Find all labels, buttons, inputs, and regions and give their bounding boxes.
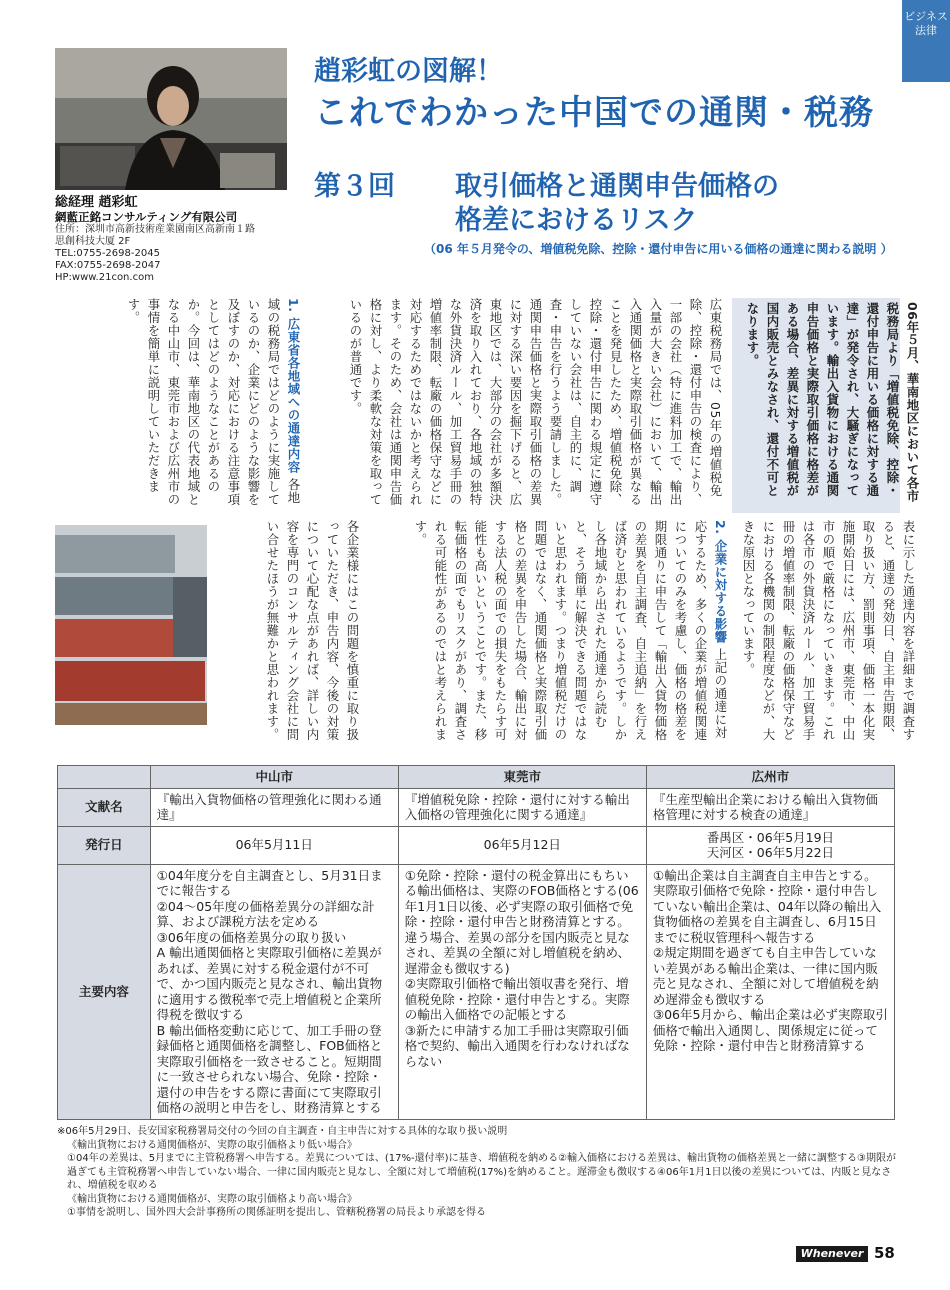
document-guangzhou: 『生産型輸出企業における輸出入貨物価格管理に対する検査の通達』 — [646, 788, 894, 826]
column-header-zhongshan: 中山市 — [150, 766, 398, 789]
table-header-row — [58, 766, 895, 789]
table-corner-cell — [58, 766, 151, 789]
author-fax: FAX:0755-2698-2047 — [55, 260, 161, 271]
table-row-date — [58, 826, 895, 864]
series-title: 趙彩虹の図解！ — [314, 56, 503, 87]
author-tel: TEL:0755-2698-2045 — [55, 248, 160, 259]
list-item: ③新たに申請する加工手冊は実際取引価格で契約、輸出入通関を行わなければならない — [404, 1022, 630, 1069]
content-guangzhou — [646, 864, 894, 1119]
body-paragraph-5: 各企業様にはこの問題を慎重に取り扱っていただき、申告内容、今後の対策について心配な点があれば、詳しい内容を専門のコンサルティング会社に問い合せたほうが無難かと思われます。 — [265, 520, 360, 741]
episode-number: 第３回 — [314, 171, 395, 202]
list-item: ②04～05年度の価格差異分の詳細な計算、および課税方法を定める — [156, 898, 375, 929]
list-item: ①04年度分を自主調査とし、5月31日までに報告する — [156, 867, 383, 898]
body-paragraph-2: 各地域の税務局ではどのように実施しているのか、企業にどのような影響を及ぼすのか、対応における注意事項としてはどのようなことがあるのか。今回は、華南地区の代表地域となる中山市、東莞市および広州市の事情を簡単に説明していただきます。 — [126, 298, 301, 506]
notice-comparison-table — [57, 765, 895, 1120]
list-item: A 輸出通関価格と実際取引価格に差異があれば、差異に対する税金還付が不可で、かつ国内販売と見なされ、輸出貨物に適用する徴税率で売上増値税と企業所得税を徴収する — [156, 945, 383, 1022]
date-dongguan: 06年5月12日 — [398, 826, 646, 864]
body-section-2 — [368, 520, 730, 750]
author-company: 網藍正銘コンサルティング有限公司 — [55, 210, 238, 224]
author-name: 総経理 趙彩虹 — [55, 195, 138, 210]
date-guangzhou-tianhe: 天河区・06年5月22日 — [706, 845, 835, 860]
section-heading-1: 1. 広東省各地域への通達内容 — [286, 298, 301, 474]
body-paragraph-1: 広東税務局では、05年の増値税免除、控除・還付申告の検査により、一部の会社（特に進料加工で、輸出入量が大きい会社）において、輸出入通関価格と実際取引価格が異なることを発見したため、増値税免除、控除・還付申告に関わる規定に遵守していない会社は、自主的に、調査・申告を行うよう要請しました。通関申告価格と実際取引価格の差異に対する深い要因を掘下げると、広東地区では、大部分の会社が多額決済を取り入れており、各地域の独特な外貨決済ルール、加工貿易手冊の増値率制限、転廠の価格保守などに対応するためではないかと考えられます。そのため、会社は通関申告価格に対し、より柔軟な対策を取っているのが普通です。 — [348, 298, 723, 506]
list-item: ③06年5月から、輸出企業は必ず実際取引価格で輸出入通関し、関係規定に従って免除・控除・還付申告と財務清算する — [652, 1007, 888, 1053]
list-item: ①輸出企業は自主調査自主申告とする。実際取引価格で免除・控除・還付申告していない輸出企業は、04年以降の輸出入貨物価格の差異を自主調査し、6月15日までに税収管理科へ報告する — [652, 867, 882, 945]
list-item: B 輸出価格変動に応じて、加工手冊の登録価格と通関価格を調整し、FOB価格と実際取引価格を一致させること。短期間に一致させられない場合、免除・控除・還付の申告をする際に書面にて実際取引価格の説明と申告をし、財務清算とする — [156, 1022, 383, 1115]
author-address-2: 思創科技大厦 2F — [55, 236, 131, 247]
date-guangzhou — [646, 826, 894, 864]
content-zhongshan — [150, 864, 398, 1119]
magazine-logo: Whenever — [796, 1246, 868, 1262]
main-title: これでわかった中国での通関・税務 — [314, 93, 874, 133]
date-guangzhou-panyu: 番禺区・06年5月19日 — [706, 829, 835, 845]
body-paragraph-4: 上記の通達に対応するため、多くの企業が増値税関連についてのみを考慮し、価格の格差を期限通りに申告して「輸出入貨物価格の差異を自主調査、自主追納」を行えば済むと思われているようです。しかし各地域から出された通達から読むと、そう簡単に解決できる問題ではないと思われます。つまり増値税だけの問題ではなく、通関価格と実際取引価格との差異を申告した場合、輸出に対する法人税の面での損失をもたらす可能性も高いということです。また、移転価格の面でもリスクがあり、調査される可能性があるのではと考えられます。 — [413, 520, 728, 741]
date-zhongshan: 06年5月11日 — [150, 826, 398, 864]
list-item: ②実際取引価格で輸出領収書を発行、増値税免除・控除・還付申告とする。実際の輸出入価格での記帳とする — [404, 976, 630, 1022]
page-number: 58 — [874, 1244, 895, 1262]
row-label-date: 発行日 — [58, 826, 151, 864]
section-tab-line1: ビジネス — [904, 10, 948, 23]
body-paragraph-3: 表に示した通達内容を詳細まで調査すると、通達の発効日、自主申告期限、取り扱い方、罰則事項、価格一本化実施開始日には、広州市、東莞市、中山市の順で厳格になっていきます。これは各市の外貨決済ルール、加工貿易手冊の増値率制限、転廠の価格保守などにおける各機関の制限程度などが、大きな原因となっています。 — [741, 520, 916, 741]
body-section-1 — [113, 298, 303, 513]
author-info — [55, 195, 295, 284]
section-tab-line2: 法律 — [915, 24, 937, 37]
table-row-document — [58, 788, 895, 826]
footnote-case-high: 《輸出貨物における通関価格が、実際の取引価格より高い場合》 — [67, 1193, 357, 1205]
section-heading-2: 2. 企業に対する影響 — [713, 520, 728, 644]
lead-paragraph: 06年５月、華南地区において各市税務局より「増値税免除、控除・還付申告に用いる価格に対する通達」が発令され、大騒ぎになっています。輸出入貨物における通関申告価格と実際取引価格に格差がある場合、差異に対する増値税が国内販売とみなされ、還付不可となります。 — [745, 302, 920, 503]
footnote-intro: ※06年5月29日、長安国家税務署局交付の今回の自主調査・自主申告に対する具体的な取り扱い説明 — [57, 1126, 508, 1137]
author-homepage: HP:www.21con.com — [55, 272, 154, 283]
document-dongguan: 『増値税免除・控除・還付に対する輸出入価格の管理強化に関する通達』 — [398, 788, 646, 826]
article-subtitle: （06 年５月発令の、増値税免除、控除・還付申告に用いる価格の通達に関わる説明 ） — [424, 242, 893, 256]
shipping-containers-photo — [55, 525, 207, 725]
author-photo — [55, 48, 287, 190]
footnote-case-high-detail: ①事情を説明し、国外四大会計事務所の関係証明を提出し、管轄税務署の局長より承認を得る — [67, 1207, 486, 1218]
document-zhongshan: 『輸出入貨物価格の管理強化に関わる通達』 — [150, 788, 398, 826]
column-header-guangzhou: 広州市 — [646, 766, 894, 789]
footnotes — [57, 1125, 897, 1220]
table-row-content — [58, 864, 895, 1119]
section-tab — [902, 0, 950, 82]
footnote-case-low: 《輸出貨物における通関価格が、実際の取引価格より低い場合》 — [67, 1139, 357, 1151]
column-header-dongguan: 東莞市 — [398, 766, 646, 789]
row-label-content: 主要内容 — [58, 864, 151, 1119]
episode-title-line2: 格差におけるリスク — [455, 205, 698, 236]
list-item: ②規定期間を過ぎても自主申告していない差異がある輸出企業は、一律に国内販売と見なされ、全額に対して増値税を納め遅滞金も徴収する — [652, 945, 879, 1007]
footnote-case-low-detail: ①04年の差異は、5月までに主管税務署へ申告する。差異については、(17%-還付率)に基き、増値税を納める②輸入価格における差異は、輸出貨物の価格差異と一緒に調整する③期限が過ぎても主管税務署へ申告していない場合、一律に国内販売と見なし、全額に対して増値税(17%)を納めること。遅滞金も徴収する④06年1月1日以後の差異については、内販と見なされ、増値税を収める — [67, 1153, 897, 1191]
episode-title-line1: 取引価格と通関申告価格の — [455, 171, 779, 202]
author-address-1: 住所：深圳市高新技術産業園南区高新南１路 — [55, 224, 255, 235]
row-label-document: 文献名 — [58, 788, 151, 826]
list-item: ①免除・控除・還付の税金算出にもちいる輸出価格は、実際のFOB価格とする(06年1月1日以後、必ず実際の取引価格で免除・控除・還付申告と財務清算とする。違う場合、差異の部分を国内販売と見なされ、差異の全額に対し増値税を納め、遅滞金も徴収する) — [404, 867, 639, 976]
list-item: ③06年度の価格差異分の取り扱い — [156, 929, 347, 945]
content-dongguan — [398, 864, 646, 1119]
